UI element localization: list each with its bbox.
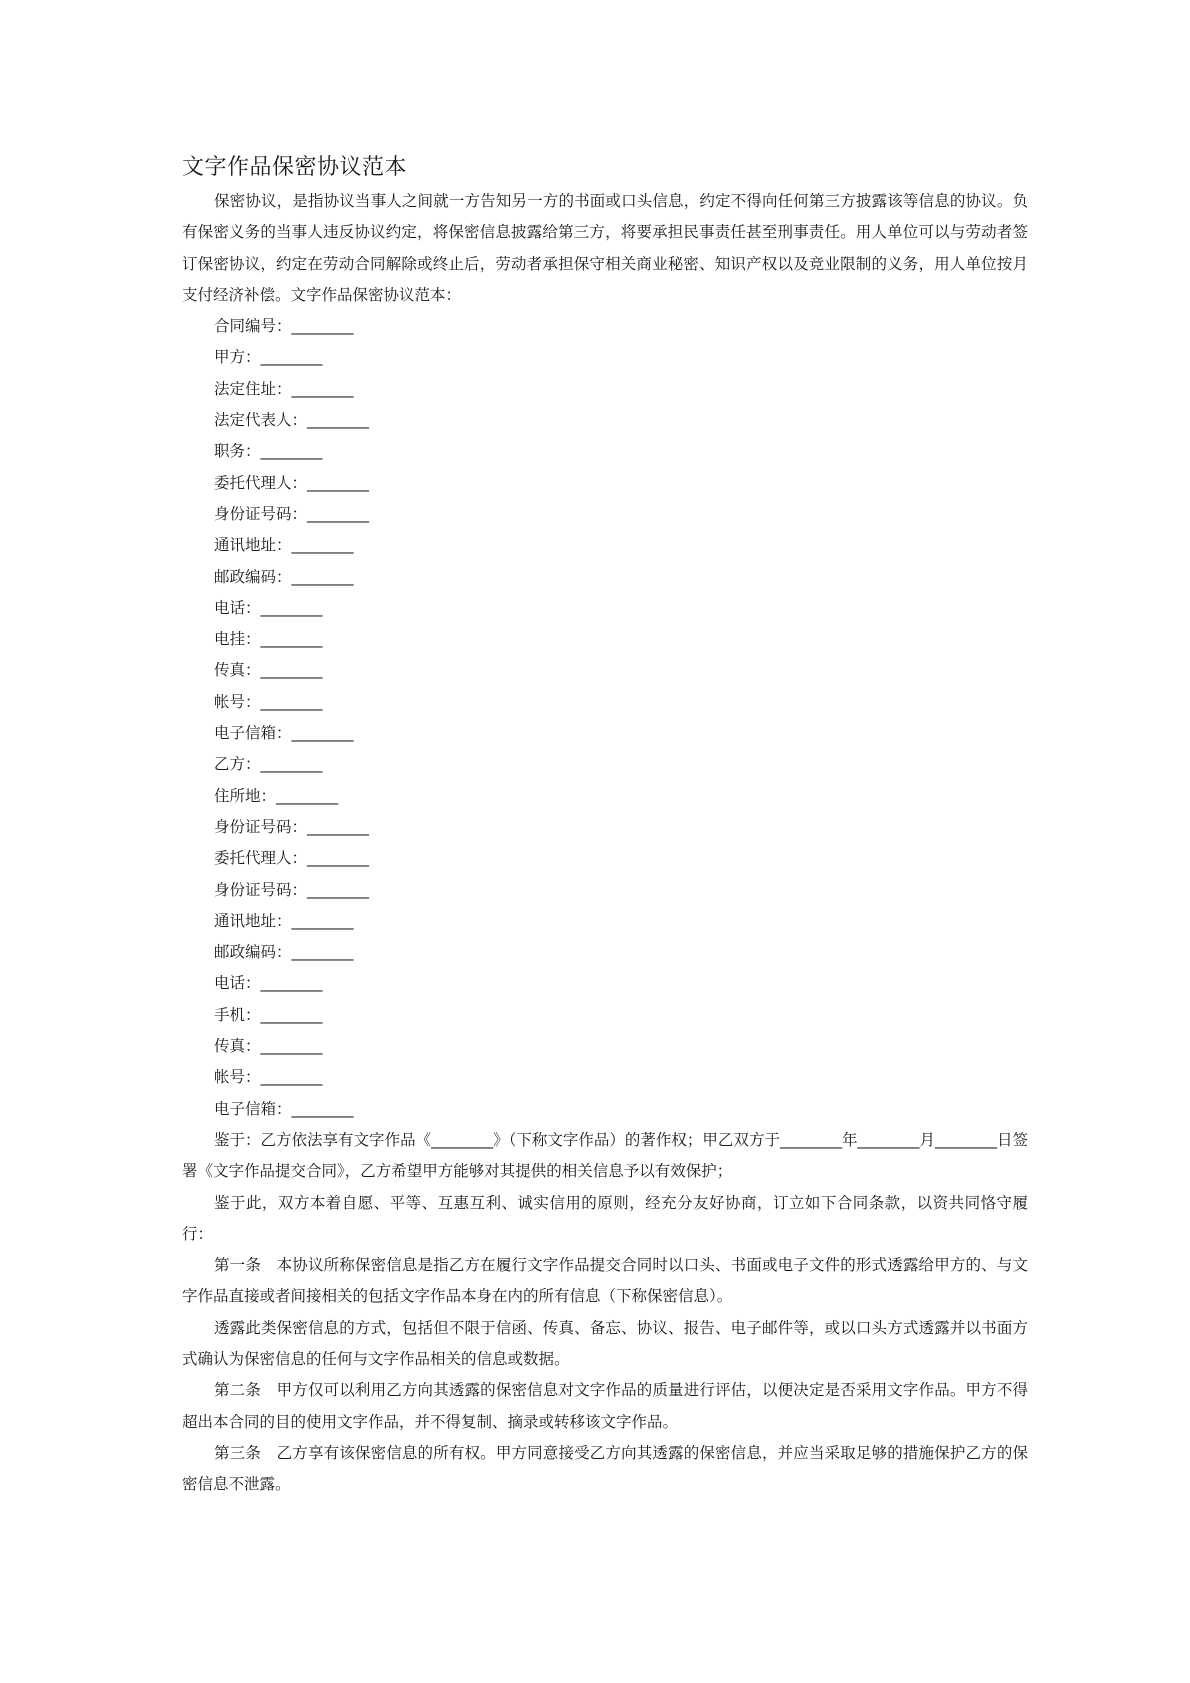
field-phone-b: 电话：________ — [214, 974, 323, 993]
field-fax-b: 传真：________ — [214, 1037, 323, 1056]
field-fax-a: 传真：________ — [214, 661, 323, 680]
field-mobile-b: 手机：________ — [214, 1005, 323, 1024]
contract-clauses — [182, 1125, 1028, 1501]
field-contract-number: 合同编号：________ — [214, 317, 354, 336]
article-3-paragraph: 第三条 乙方享有该保密信息的所有权。甲方同意接受乙方向其透露的保密信息，并应当采取足够的措施保护乙方的保密信息不泄露。 — [182, 1443, 1028, 1494]
field-legal-representative: 法定代表人：________ — [214, 411, 370, 430]
field-agent-b: 委托代理人：________ — [214, 849, 370, 868]
field-party-b: 乙方：________ — [214, 755, 323, 774]
field-agent-id-number-b: 身份证号码：________ — [214, 880, 370, 899]
field-id-number-b: 身份证号码：________ — [214, 817, 370, 836]
field-account-a: 帐号：________ — [214, 692, 323, 711]
recital-paragraph: 鉴于：乙方依法享有文字作品《________》（下称文字作品）的著作权；甲乙双方于________年________月________日签署《文字作品提交合同》，乙方希望甲方能够对其提供的相关信息予以有效保护； — [182, 1130, 1028, 1181]
field-domicile-b: 住所地：________ — [214, 786, 339, 805]
field-mailing-address-b: 通讯地址：________ — [214, 911, 354, 930]
field-email-b: 电子信箱：________ — [214, 1099, 354, 1118]
party-fields — [182, 311, 1028, 1125]
field-position: 职务：________ — [214, 442, 323, 461]
field-legal-address: 法定住址：________ — [214, 379, 354, 398]
field-telegraph-a: 电挂：________ — [214, 630, 323, 649]
article-1-paragraph: 第一条 本协议所称保密信息是指乙方在履行文字作品提交合同时以口头、书面或电子文件的形式透露给甲方的、与文字作品直接或者间接相关的包括文字作品本身在内的所有信息（下称保密信息）。 — [182, 1256, 1028, 1306]
field-party-a: 甲方：________ — [214, 348, 323, 367]
document-body — [182, 150, 1028, 1500]
field-id-number-a: 身份证号码：________ — [214, 504, 370, 523]
field-email-a: 电子信箱：________ — [214, 724, 354, 743]
intro-paragraph: 保密协议，是指协议当事人之间就一方告知另一方的书面或口头信息，约定不得向任何第三方披露该等信息的协议。负有保密义务的当事人违反协议约定，将保密信息披露给第三方，将要承担民事责任甚至刑事责任。用人单位可以与劳动者签订保密协议，约定在劳动合同解除或终止后，劳动者承担保守相关商业秘密、知识产权以及竞业限制的义务，用人单位按月支付经济补偿。文字作品保密协议范本： — [182, 192, 1028, 304]
field-phone-a: 电话：________ — [214, 598, 323, 617]
field-agent-a: 委托代理人：________ — [214, 473, 370, 492]
article-2-paragraph: 第二条 甲方仅可以利用乙方向其透露的保密信息对文字作品的质量进行评估，以便决定是否采用文字作品。甲方不得超出本合同的目的使用文字作品，并不得复制、摘录或转移该文字作品。 — [182, 1381, 1028, 1431]
field-postal-code-b: 邮政编码：________ — [214, 943, 354, 962]
field-mailing-address-a: 通讯地址：________ — [214, 536, 354, 555]
field-postal-code-a: 邮政编码：________ — [214, 567, 354, 586]
disclosure-methods-paragraph: 透露此类保密信息的方式，包括但不限于信函、传真、备忘、协议、报告、电子邮件等，或以口头方式透露并以书面方式确认为保密信息的任何与文字作品相关的信息或数据。 — [182, 1318, 1028, 1368]
principles-paragraph: 鉴于此，双方本着自愿、平等、互惠互利、诚实信用的原则，经充分友好协商，订立如下合同条款，以资共同恪守履行： — [182, 1193, 1028, 1243]
document-title: 文字作品保密协议范本 — [182, 155, 408, 180]
field-account-b: 帐号：________ — [214, 1068, 323, 1087]
